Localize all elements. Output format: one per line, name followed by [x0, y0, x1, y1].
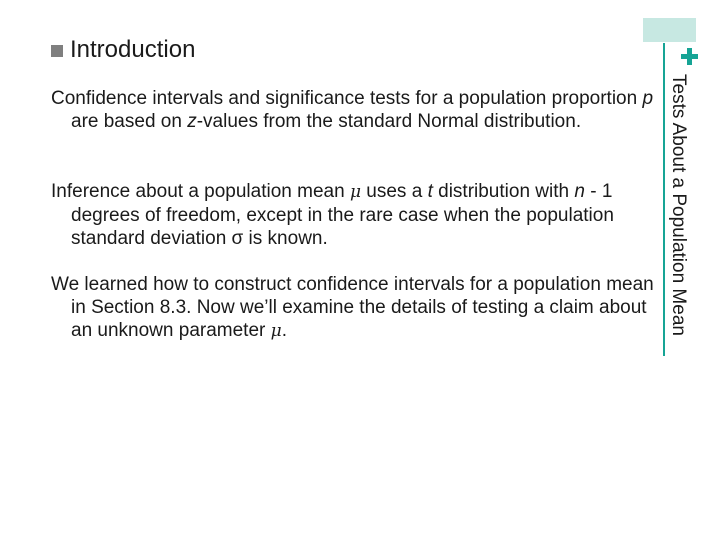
p2-text-d: - 1 degrees of freedom, except in the rare case when the population standard deviation σ is known.	[71, 181, 614, 249]
paragraph-mean-inference	[51, 180, 671, 250]
paragraph-proportion	[51, 87, 671, 133]
p2-text-a: Inference about a population mean	[51, 181, 350, 202]
vertical-slide-title: Tests About a Population Mean	[668, 74, 689, 336]
p2-text-b: uses a	[361, 181, 428, 202]
paragraph-section-reference	[51, 273, 671, 343]
corner-accent-box	[643, 18, 696, 42]
square-bullet-icon	[51, 45, 63, 57]
p1-text-a: Confidence intervals and significance tests for a population proportion	[51, 88, 643, 109]
p2-text-c: distribution with	[432, 181, 575, 202]
section-heading	[51, 36, 195, 64]
p2-var-n: n	[574, 181, 585, 202]
p1-var-p: p	[642, 88, 654, 109]
p1-text-b: are based on	[71, 111, 188, 132]
p2-var-t: t	[427, 181, 433, 202]
p3-text-a: We learned how to construct confidence intervals for a population mean in Section 8.3. Now we’ll examine the details of testing a claim about an unknown parameter	[51, 274, 654, 341]
p2-symbol-mu: μ	[349, 182, 362, 202]
p1-var-z: z	[187, 111, 197, 132]
p3-symbol-mu: μ	[270, 321, 282, 341]
p3-text-b: .	[281, 320, 287, 341]
plus-icon	[681, 48, 698, 65]
p1-text-c: -values from the standard Normal distribution.	[196, 111, 582, 132]
section-heading-text: Introduction	[70, 36, 196, 63]
